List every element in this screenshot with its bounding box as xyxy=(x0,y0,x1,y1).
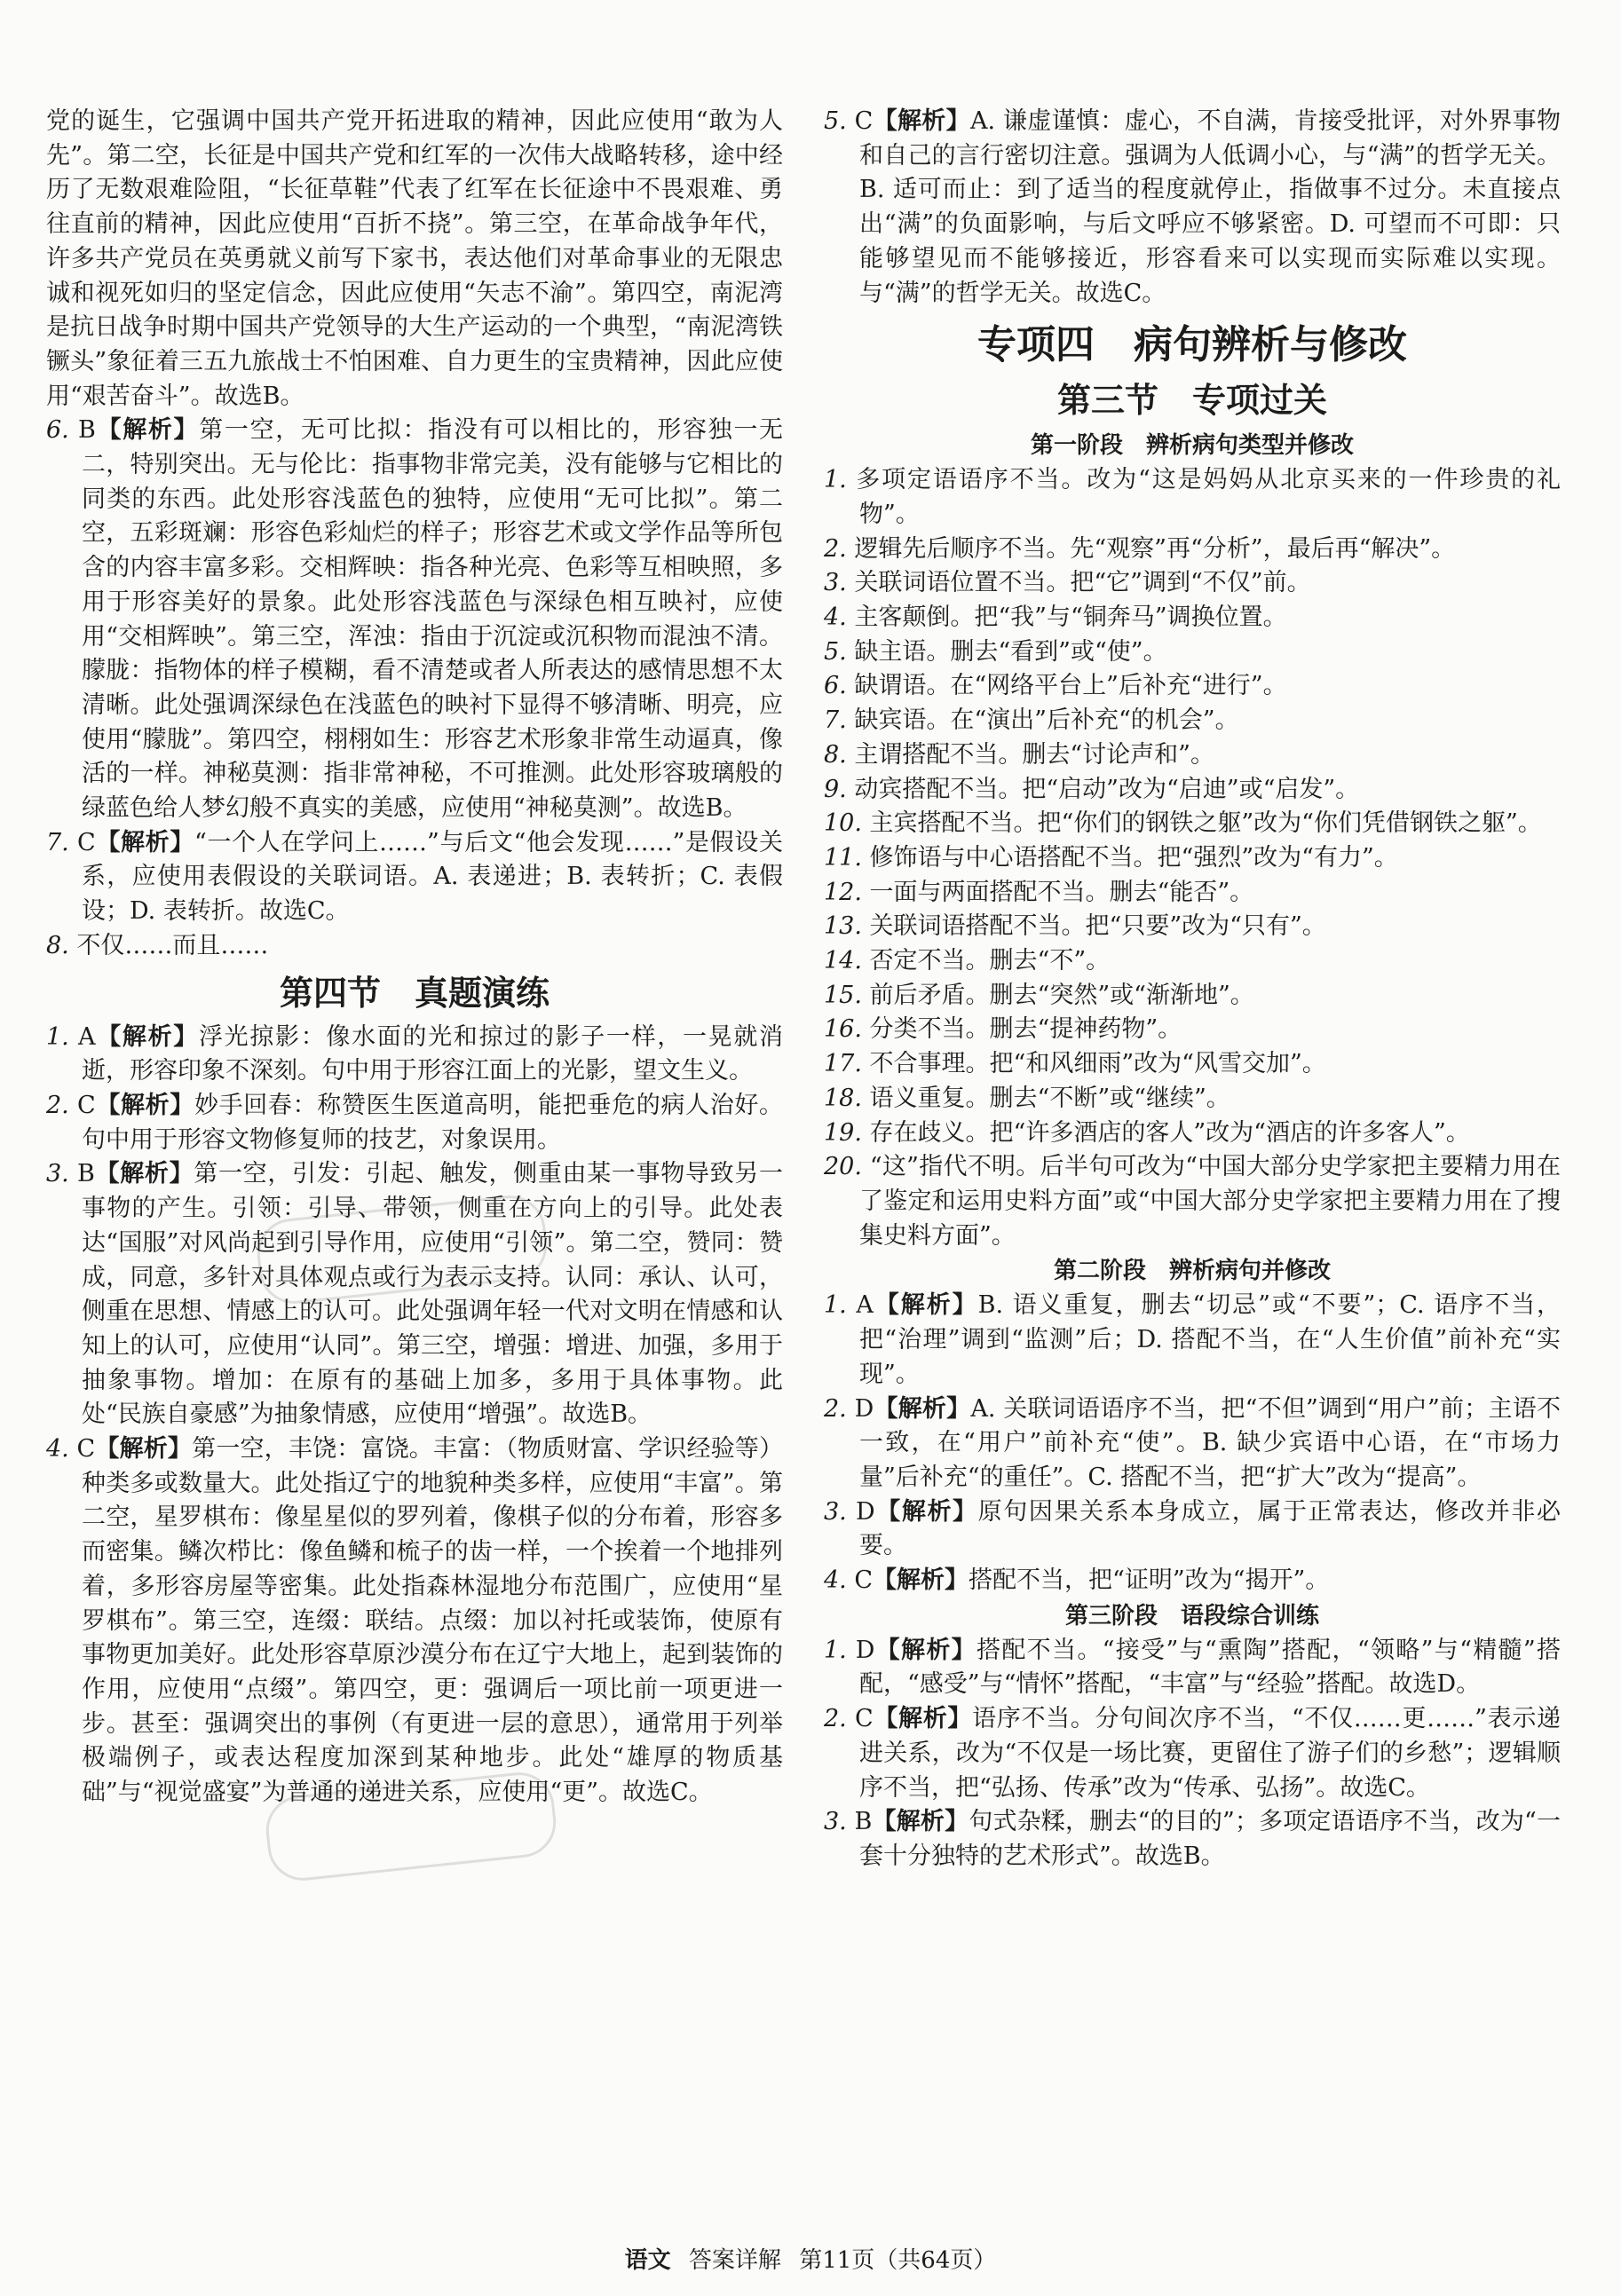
answer-item xyxy=(824,1495,1561,1564)
item-text: 多项定语语序不当。改为“这是妈妈从北京买来的一件珍贵的礼物”。 xyxy=(856,466,1561,528)
item-number: 8. xyxy=(824,740,847,769)
item-text: 浮光掠影：像水面的光和掠过的影子一样，一晃就消逝，形容印象不深刻。句中用于形容江面上的光影，望文生义。 xyxy=(82,1022,784,1085)
answer-choice: B xyxy=(77,1160,95,1188)
answer-item xyxy=(824,566,1561,601)
answer-continuation: 党的诞生，它强调中国共产党开拓进取的精神，因此应使用“敢为人先”。第二空，长征是中国共产党和红军的一次伟大战略转移，途中经历了无数艰难险阻，“长征草鞋”代表了红军在长征途中不畏艰难、勇往直前的精神，因此应使用“百折不挠”。第三空，在革命战争年代，许多共产党员在英勇就义前写下家书，表达他们对革命事业的无限忠诚和视死如归的坚定信念，因此应使用“矢志不渝”。第四空，南泥湾是抗日战争时期中国共产党领导的大生产运动的一个典型，“南泥湾铁镢头”象征着三五九旅战士不怕困难、自力更生的宝贵精神，因此应使用“艰苦奋斗”。故选B。 xyxy=(46,107,783,410)
item-number: 16. xyxy=(824,1015,862,1044)
item-text: 主宾搭配不当。把“你们的钢铁之躯”改为“你们凭借钢铁之躯”。 xyxy=(869,809,1542,838)
answer-choice: B xyxy=(78,416,96,445)
item-number: 17. xyxy=(824,1050,862,1078)
answer-choice: D xyxy=(854,1394,874,1423)
item-number: 2. xyxy=(824,1394,847,1423)
item-number: 4. xyxy=(824,1566,847,1595)
answer-item xyxy=(824,841,1561,876)
item-number: 18. xyxy=(824,1084,862,1112)
item-text: 一面与两面搭配不当。删去“能否”。 xyxy=(869,878,1254,906)
answer-item xyxy=(824,773,1561,808)
item-text: A. 关联词语语序不当，把“不但”调到“用户”前；主语不一致，在“用户”前补充“使”。B. 缺少宾语中心语，在“市场力量”后补充“的重任”。C. 搭配不当，把“扩大”改为“提高”。 xyxy=(859,1394,1561,1491)
item-text: 缺宾语。在“演出”后补充“的机会”。 xyxy=(854,706,1239,735)
page-footer xyxy=(0,2245,1621,2276)
analysis-tag: 【解析】 xyxy=(95,1091,194,1119)
item-text: 缺谓语。在“网络平台上”后补充“进行”。 xyxy=(854,672,1287,700)
answer-item xyxy=(824,1393,1561,1495)
item-text: 修饰语与中心语搭配不当。把“强烈”改为“有力”。 xyxy=(869,843,1398,872)
answer-choice: C xyxy=(76,1435,96,1464)
answer-item xyxy=(46,1089,783,1157)
item-text: 不合事理。把“和风细雨”改为“风雪交加”。 xyxy=(869,1050,1326,1078)
item-number: 4. xyxy=(46,1435,69,1464)
item-text: A. 谦虚谨慎：虚心，不自满，肯接受批评，对外界事物和自己的言行密切注意。强调为人低调小心，与“满”的哲学无关。B. 适可而止：到了适当的程度就停止，指做事不过分。未直接点出“满”的负面影响，与后文呼应不够紧密。D. 可望而不可即：只能够望见而不能够接近，形容看来可以实现而实际难以实现。与“满”的哲学无关。故选C。 xyxy=(859,107,1561,307)
answer-item xyxy=(824,876,1561,911)
answer-choice: A xyxy=(78,1022,96,1051)
item-number: 19. xyxy=(824,1118,862,1147)
analysis-tag: 【解析】 xyxy=(873,1291,978,1320)
answer-choice: C xyxy=(854,1566,874,1595)
item-text: 存在歧义。把“许多酒店的客人”改为“酒店的许多客人”。 xyxy=(869,1118,1470,1147)
answer-choice: C xyxy=(77,1091,96,1119)
item-number: 10. xyxy=(824,809,862,838)
answer-item xyxy=(824,1082,1561,1116)
answer-choice: B xyxy=(854,1808,873,1836)
analysis-tag: 【解析】 xyxy=(874,1497,978,1526)
analysis-tag: 【解析】 xyxy=(95,1022,199,1051)
answer-item xyxy=(824,1805,1561,1874)
item-number: 14. xyxy=(824,947,862,975)
item-text: 关联词语位置不当。把“它”调到“不仅”前。 xyxy=(854,569,1311,597)
answer-item xyxy=(824,704,1561,738)
item-number: 7. xyxy=(824,706,847,735)
answer-item xyxy=(824,807,1561,841)
answer-item xyxy=(824,601,1561,635)
analysis-tag: 【解析】 xyxy=(872,1808,969,1836)
item-number: 9. xyxy=(824,775,847,803)
item-number: 13. xyxy=(824,912,862,941)
item-text: 缺主语。删去“看到”或“使”。 xyxy=(854,637,1167,666)
answer-item xyxy=(824,979,1561,1014)
analysis-tag: 【解析】 xyxy=(95,1435,193,1464)
left-column xyxy=(46,105,783,1811)
footer-page-number: 第11页（共64页） xyxy=(799,2247,997,2274)
answer-item xyxy=(824,944,1561,979)
answer-item xyxy=(824,1013,1561,1047)
answer-item xyxy=(46,1432,783,1811)
item-text: B. 语义重复，删去“切忌”或“不要”；C. 语序不当，把“治理”调到“监测”后；D. 搭配不当，在“人生价值”前补充“实现”。 xyxy=(859,1291,1561,1388)
item-number: 1. xyxy=(824,1291,847,1320)
item-number: 12. xyxy=(824,878,862,906)
answer-item xyxy=(824,533,1561,567)
answer-choice: C xyxy=(77,828,96,856)
answer-item xyxy=(46,414,783,825)
item-text: 妙手回春：称赞医生医道高明，能把垂危的病人治好。句中用于形容文物修复师的技艺，对象误用。 xyxy=(82,1091,784,1154)
analysis-tag: 【解析】 xyxy=(873,107,970,135)
answer-choice: C xyxy=(855,1705,874,1733)
item-number: 11. xyxy=(824,843,862,872)
answer-choice: A xyxy=(856,1291,874,1320)
item-number: 6. xyxy=(46,416,69,445)
answer-item xyxy=(824,105,1561,311)
item-text: 前后矛盾。删去“突然”或“渐渐地”。 xyxy=(869,981,1254,1009)
stage-heading: 第一阶段 辨析病句类型并修改 xyxy=(1030,432,1354,460)
item-number: 3. xyxy=(824,569,847,597)
item-number: 3. xyxy=(824,1808,847,1836)
answer-item xyxy=(824,1289,1561,1392)
answer-item xyxy=(46,1021,783,1089)
answer-item xyxy=(824,669,1561,704)
analysis-tag: 【解析】 xyxy=(873,1566,969,1595)
answer-item xyxy=(824,1150,1561,1253)
section-heading: 专项四 病句辨析与修改 xyxy=(977,322,1407,368)
answer-item xyxy=(46,1157,783,1432)
item-number: 2. xyxy=(824,534,847,563)
analysis-tag: 【解析】 xyxy=(873,1705,973,1733)
section-heading: 第三节 专项过关 xyxy=(1056,381,1327,421)
answer-item xyxy=(824,463,1561,532)
answer-item xyxy=(824,738,1561,773)
item-number: 1. xyxy=(824,1636,847,1664)
answer-choice: D xyxy=(855,1636,875,1664)
item-text: 搭配不当。“接受”与“熏陶”搭配，“领略”与“精髓”搭配，“感受”与“情怀”搭配，“丰富”与“经验”搭配。故选D。 xyxy=(859,1636,1561,1699)
item-number: 5. xyxy=(824,107,847,135)
item-number: 3. xyxy=(824,1497,847,1526)
item-text: 逻辑先后顺序不当。先“观察”再“分析”，最后再“解决”。 xyxy=(854,534,1456,563)
item-number: 4. xyxy=(824,604,847,632)
answer-item xyxy=(824,1047,1561,1082)
answer-item xyxy=(46,826,783,929)
answer-choice: C xyxy=(854,107,874,135)
section-heading: 第四节 真题演练 xyxy=(279,973,550,1013)
answer-item xyxy=(824,635,1561,670)
item-number: 20. xyxy=(824,1153,862,1181)
item-text: 语义重复。删去“不断”或“继续”。 xyxy=(869,1084,1230,1112)
item-text: 动宾搭配不当。把“启动”改为“启迪”或“启发”。 xyxy=(854,775,1360,803)
analysis-tag: 【解析】 xyxy=(874,1394,971,1423)
item-text: 主客颠倒。把“我”与“铜奔马”调换位置。 xyxy=(854,604,1287,632)
item-text: 不仅……而且…… xyxy=(76,931,269,959)
footer-subject: 语文 xyxy=(624,2247,671,2274)
item-number: 2. xyxy=(824,1705,847,1733)
item-number: 7. xyxy=(46,828,69,856)
analysis-tag: 【解析】 xyxy=(95,416,200,445)
item-number: 5. xyxy=(824,637,847,666)
item-text: 第一空，无可比拟：指没有可以相比的，形容独一无二，特别突出。无与伦比：指事物非常完美，没有能够与它相比的同类的东西。此处形容浅蓝色的独特，应使用“无可比拟”。第二空，五彩斑斓：形容色彩灿烂的样子；形容艺术或文学作品等所包含的内容丰富多彩。交相辉映：指各种光亮、色彩等互相映照，多用于形容美好的景象。此处形容浅蓝色与深绿色相互映衬，应使用“交相辉映”。第三空，浑浊：指由于沉淀或沉积物而混浊不清。朦胧：指物体的样子模糊，看不清楚或者人所表达的感情思想不太清晰。此处强调深绿色在浅蓝色的映衬下显得不够清晰、明亮，应使用“朦胧”。第四空，栩栩如生：形容艺术形象非常生动逼真，像活的一样。神秘莫测：指非常神秘，不可推测。此处形容玻璃般的绿蓝色给人梦幻般不真实的美感，应使用“神秘莫测”。故选B。 xyxy=(82,416,784,823)
footer-section: 答案详解 xyxy=(688,2247,781,2274)
item-number: 6. xyxy=(824,672,847,700)
item-number: 1. xyxy=(824,466,847,494)
item-text: 分类不当。删去“提神药物”。 xyxy=(869,1015,1182,1044)
item-text: 搭配不当，把“证明”改为“揭开”。 xyxy=(969,1566,1330,1595)
answer-item xyxy=(824,1116,1561,1151)
item-text: 主谓搭配不当。删去“讨论声和”。 xyxy=(854,740,1214,769)
item-text: 句式杂糅，删去“的目的”；多项定语语序不当，改为“一套十分独特的艺术形式”。故选B。 xyxy=(859,1808,1561,1870)
item-text: “一个人在学问上……”与后文“他会发现……”是假设关系，应使用表假设的关联词语。A. 表递进；B. 表转折；C. 表假设；D. 表转折。故选C。 xyxy=(82,828,784,926)
item-number: 1. xyxy=(46,1022,69,1051)
item-text: 第一空，丰饶：富饶。丰富：（物质财富、学识经验等）种类多或数量大。此处指辽宁的地貌种类多样，应使用“丰富”。第二空，星罗棋布：像星星似的罗列着，像棋子似的分布着，形容多而密集。鳞次栉比：像鱼鳞和梳子的齿一样，一个挨着一个地排列着，多形容房屋等密集。此处指森林湿地分布范围广，应使用“星罗棋布”。第三空，连缀：联结。点缀：加以衬托或装饰，使原有事物更加美好。此处形容草原沙漠分布在辽宁大地上，起到装饰的作用，应使用“点缀”。第四空，更：强调后一项比前一项更进一步。甚至：强调突出的事例（有更进一层的意思），通常用于列举极端例子，或表达程度加深到某种地步。此处“雄厚的物质基础”与“视觉盛宴”为普通的递进关系，应使用“更”。故选C。 xyxy=(82,1435,783,1807)
stage-heading: 第二阶段 辨析病句并修改 xyxy=(1053,1258,1331,1285)
item-number: 2. xyxy=(46,1091,69,1119)
item-number: 3. xyxy=(46,1160,69,1188)
answer-item xyxy=(824,910,1561,944)
analysis-tag: 【解析】 xyxy=(94,1160,194,1188)
analysis-tag: 【解析】 xyxy=(874,1636,977,1664)
answer-item xyxy=(46,929,783,964)
item-text: 关联词语搭配不当。把“只要”改为“只有”。 xyxy=(869,912,1326,941)
analysis-tag: 【解析】 xyxy=(95,828,194,856)
stage-heading: 第三阶段 语段综合训练 xyxy=(1064,1602,1319,1629)
answer-item xyxy=(824,1564,1561,1598)
answer-choice: D xyxy=(855,1497,875,1526)
answer-item xyxy=(824,1634,1561,1702)
item-text: 否定不当。删去“不”。 xyxy=(869,947,1111,975)
item-text: 原句因果关系本身成立，属于正常表达，修改并非必要。 xyxy=(859,1497,1562,1560)
item-text: 语序不当。分句间次序不当，“不仅……更……”表示递进关系，改为“不仅是一场比赛，更留住了游子们的乡愁”；逻辑顺序不当，把“弘扬、传承”改为“传承、弘扬”。故选C。 xyxy=(859,1705,1561,1802)
item-number: 8. xyxy=(46,931,69,959)
item-text: 第一空，引发：引起、触发，侧重由某一事物导致另一事物的产生。引领：引导、带领，侧重在方向上的引导。此处表达“国服”对风尚起到引导作用，应使用“引领”。第二空，赞同：赞成，同意，多针对具体观点或行为表示支持。认同：承认、认可，侧重在思想、情感上的认可。此处强调年轻一代对文明在情感和认知上的认可，应使用“认同”。第三空，增强：增进、加强，多用于抽象事物。增加：在原有的基础上加多，多用于具体事物。此处“民族自豪感”为抽象情感，应使用“增强”。故选B。 xyxy=(82,1160,783,1429)
item-text: “这”指代不明。后半句可改为“中国大部分史学家把主要精力用在了鉴定和运用史料方面”或“中国大部分史学家把主要精力用在了搜集史料方面”。 xyxy=(859,1153,1561,1250)
right-column xyxy=(824,105,1561,1874)
answer-item xyxy=(824,1702,1561,1805)
item-number: 15. xyxy=(824,981,862,1009)
